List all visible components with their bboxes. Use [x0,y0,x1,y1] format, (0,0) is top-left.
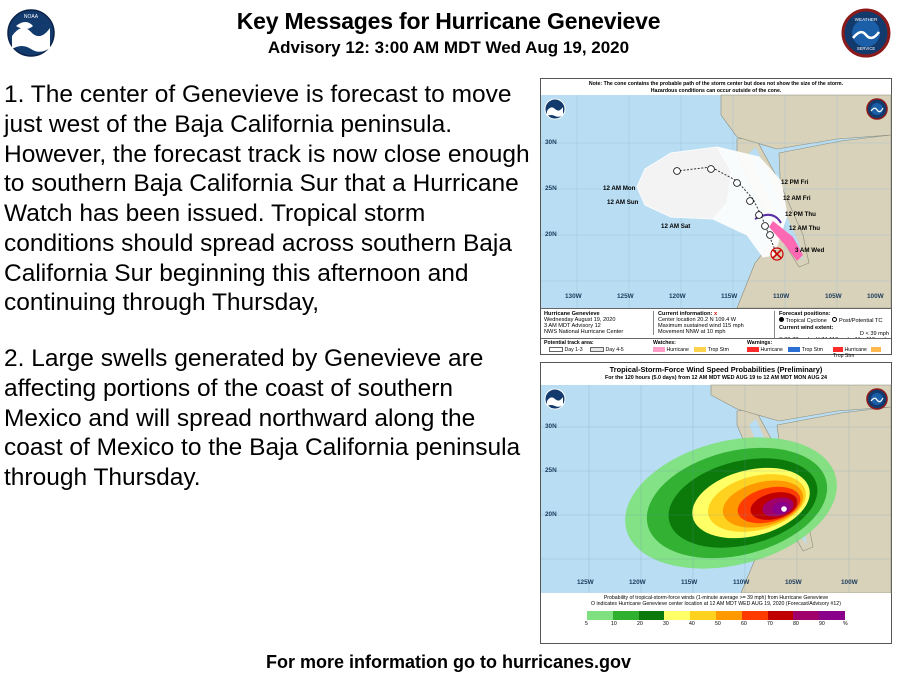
forecast-tropical-cyclone: Tropical Cyclone [785,318,827,324]
extra-hurricane-swatch [833,347,843,352]
cone-note: Note: The cone contains the probable path of the storm center but does not show the size of the storm. Hazardous conditions can occur outside of the cone. [541,79,891,97]
colorbar-swatch-80 [793,611,819,620]
nws-mini-logo-2 [866,388,888,410]
colorbar-swatch-90 [819,611,845,620]
key-message-2-text: 2. Large swells generated by Genevieve are affecting portions of the coast of southern Mexico and will spread northward along the coast of Mexico to the Baja California peninsula through Thursday. [4,345,521,492]
page-subtitle: Advisory 12: 3:00 AM MDT Wed Aug 19, 2020 [267,38,630,57]
prob-lon-label-105w: 105W [785,579,802,586]
watch-hurricane-swatch [653,347,665,352]
current-info-marker: x [713,311,718,317]
lon-label-130w: 130W [565,293,582,300]
colorbar-tick-10: 10 [611,621,617,627]
colorbar-tick-20: 20 [637,621,643,627]
time-label-12pm-fri: 12 PM Fri [781,179,809,186]
colorbar-swatch-50 [716,611,742,620]
storm-name: Hurricane Genevieve [544,311,600,317]
time-label-12am-thu: 12 AM Thu [789,225,821,232]
probability-colorbar [587,611,845,620]
warnings-header: Warnings: [747,340,773,346]
probability-footer [541,593,891,643]
probability-map-canvas [541,385,891,593]
prob-lon-label-125w: 125W [577,579,594,586]
post-potential-symbol [832,317,837,322]
warn-tropstm-label: Trop Stm [801,347,823,353]
probability-subtitle: For the 120 hours (5.0 days) from 12 AM MDT WED AUG 19 to 12 AM MDT MON AUG 24 [604,375,828,381]
colorbar-tick-40: 40 [689,621,695,627]
prob-lon-label-100w: 100W [841,579,858,586]
colorbar-swatch-5 [587,611,613,620]
wind-probability-graphic [540,362,892,644]
warn-tropstm-swatch [788,347,800,352]
wind-extent-d: D < 39 mph [859,331,889,337]
issued-date: Wednesday August 19, 2020 [544,317,616,323]
extra-tropstm-label: Trop Stm [833,353,855,359]
noaa-mini-logo-2 [544,388,566,410]
colorbar-tick-90: 90 [819,621,825,627]
track-map-canvas [541,95,891,308]
warn-hurricane-label: Hurricane [760,347,783,353]
colorbar-swatch-60 [742,611,768,620]
colorbar-tick-50: 50 [715,621,721,627]
lat-label-30n: 30N [545,139,557,146]
track-day45-label: Day 4-5 [605,347,624,353]
warn-hurricane-swatch [747,347,759,352]
watch-tropstm-swatch [694,347,706,352]
movement: Movement NNW at 10 mph [658,329,726,335]
lon-label-110w: 110W [773,293,790,300]
watch-tropstm-label: Trop Stm [707,347,729,353]
probability-colorbar-ticks [581,621,851,629]
wind-extent-header: Current wind extent: [779,325,834,331]
issuing-office: NWS National Hurricane Center [544,329,624,335]
svg-text:WEATHER: WEATHER [854,17,878,22]
lon-label-115w: 115W [721,293,738,300]
day45-swatch [590,347,604,352]
key-message-1-text: 1. The center of Genevieve is forecast to move just west of the Baja California peninsula. However, the forecast track is now close enough to southern Baja California Sur that a Hurricane Watch has been issued. Tropical storm conditions should spread across southern Baja California Sur beginning this afternoon and continuing through Thursday, [4,81,530,317]
time-label-12am-fri: 12 AM Fri [783,195,811,202]
colorbar-tick-70: 70 [767,621,773,627]
colorbar-tick-30: 30 [663,621,669,627]
colorbar-tick-80: 80 [793,621,799,627]
nws-mini-logo [866,98,888,120]
colorbar-swatch-70 [768,611,794,620]
prob-lon-label-120w: 120W [629,579,646,586]
probability-caption-1: Probability of tropical-storm-force winds (1-minute average >= 39 mph) from Hurricane Genevieve [603,595,829,601]
tropical-cyclone-symbol [779,317,784,322]
prob-lat-label-25n: 25N [545,467,557,474]
extra-tropstm-swatch [871,347,881,352]
advisory-number: 3 AM MDT Advisory 12 [544,323,601,329]
lon-label-100w: 100W [867,293,884,300]
svg-text:SERVICE: SERVICE [856,46,876,51]
time-label-12am-mon: 12 AM Mon [603,185,636,192]
forecast-post-potential: Post/Potential TC [839,318,883,324]
prob-lon-label-115w: 115W [681,579,698,586]
colorbar-swatch-40 [690,611,716,620]
time-label-12am-sun: 12 AM Sun [607,199,639,206]
key-message-2 [4,344,532,493]
track-day13-label: Day 1-3 [564,347,583,353]
footer-note: For more information go to hurricanes.gov [265,652,632,672]
watch-hurricane-label: Hurricane [666,347,689,353]
colorbar-tick-percent: % [843,621,848,627]
forecast-track-graphic [540,78,892,359]
forecast-positions-header: Forecast positions: [779,311,831,317]
key-message-1 [4,80,532,318]
current-info-header: Current information: [658,311,713,317]
key-messages-list [4,80,532,519]
colorbar-swatch-10 [613,611,639,620]
colorbar-swatch-20 [639,611,665,620]
track-area-header: Potential track area: [544,340,594,346]
time-label-12pm-thu: 12 PM Thu [785,211,816,218]
colorbar-tick-60: 60 [741,621,747,627]
prob-lat-label-20n: 20N [545,511,557,518]
lon-label-125w: 125W [617,293,634,300]
colorbar-swatch-30 [664,611,690,620]
colorbar-tick-5: 5 [585,621,588,627]
nws-logo [841,8,891,58]
watches-header: Watches: [653,340,676,346]
lat-label-20n: 20N [545,231,557,238]
time-label-12am-sat: 12 AM Sat [661,223,691,230]
probability-caption-2: O indicates Hurricane Genevieve center location at 12 AM MDT WED AUG 19, 2020 (Forecast/Advisory #12) [591,601,841,607]
day13-swatch [549,347,563,352]
svg-text:NOAA: NOAA [23,14,39,20]
time-label-3am-wed: 3 AM Wed [795,247,825,254]
page-header [0,0,897,70]
extra-hurricane-label: Hurricane [844,347,867,353]
probability-title: Tropical-Storm-Force Wind Speed Probabilities (Preliminary) [609,365,823,374]
center-location: Center location 20.2 N 109.4 W [658,317,737,323]
prob-lon-label-110w: 110W [733,579,750,586]
noaa-mini-logo [544,98,566,120]
lat-label-25n: 25N [545,185,557,192]
lon-label-120w: 120W [669,293,686,300]
prob-lat-label-30n: 30N [545,423,557,430]
page-title: Key Messages for Hurricane Genevieve [236,8,661,34]
track-legend [541,338,891,359]
max-sustained-wind: Maximum sustained wind 115 mph [658,323,744,329]
lon-label-105w: 105W [825,293,842,300]
